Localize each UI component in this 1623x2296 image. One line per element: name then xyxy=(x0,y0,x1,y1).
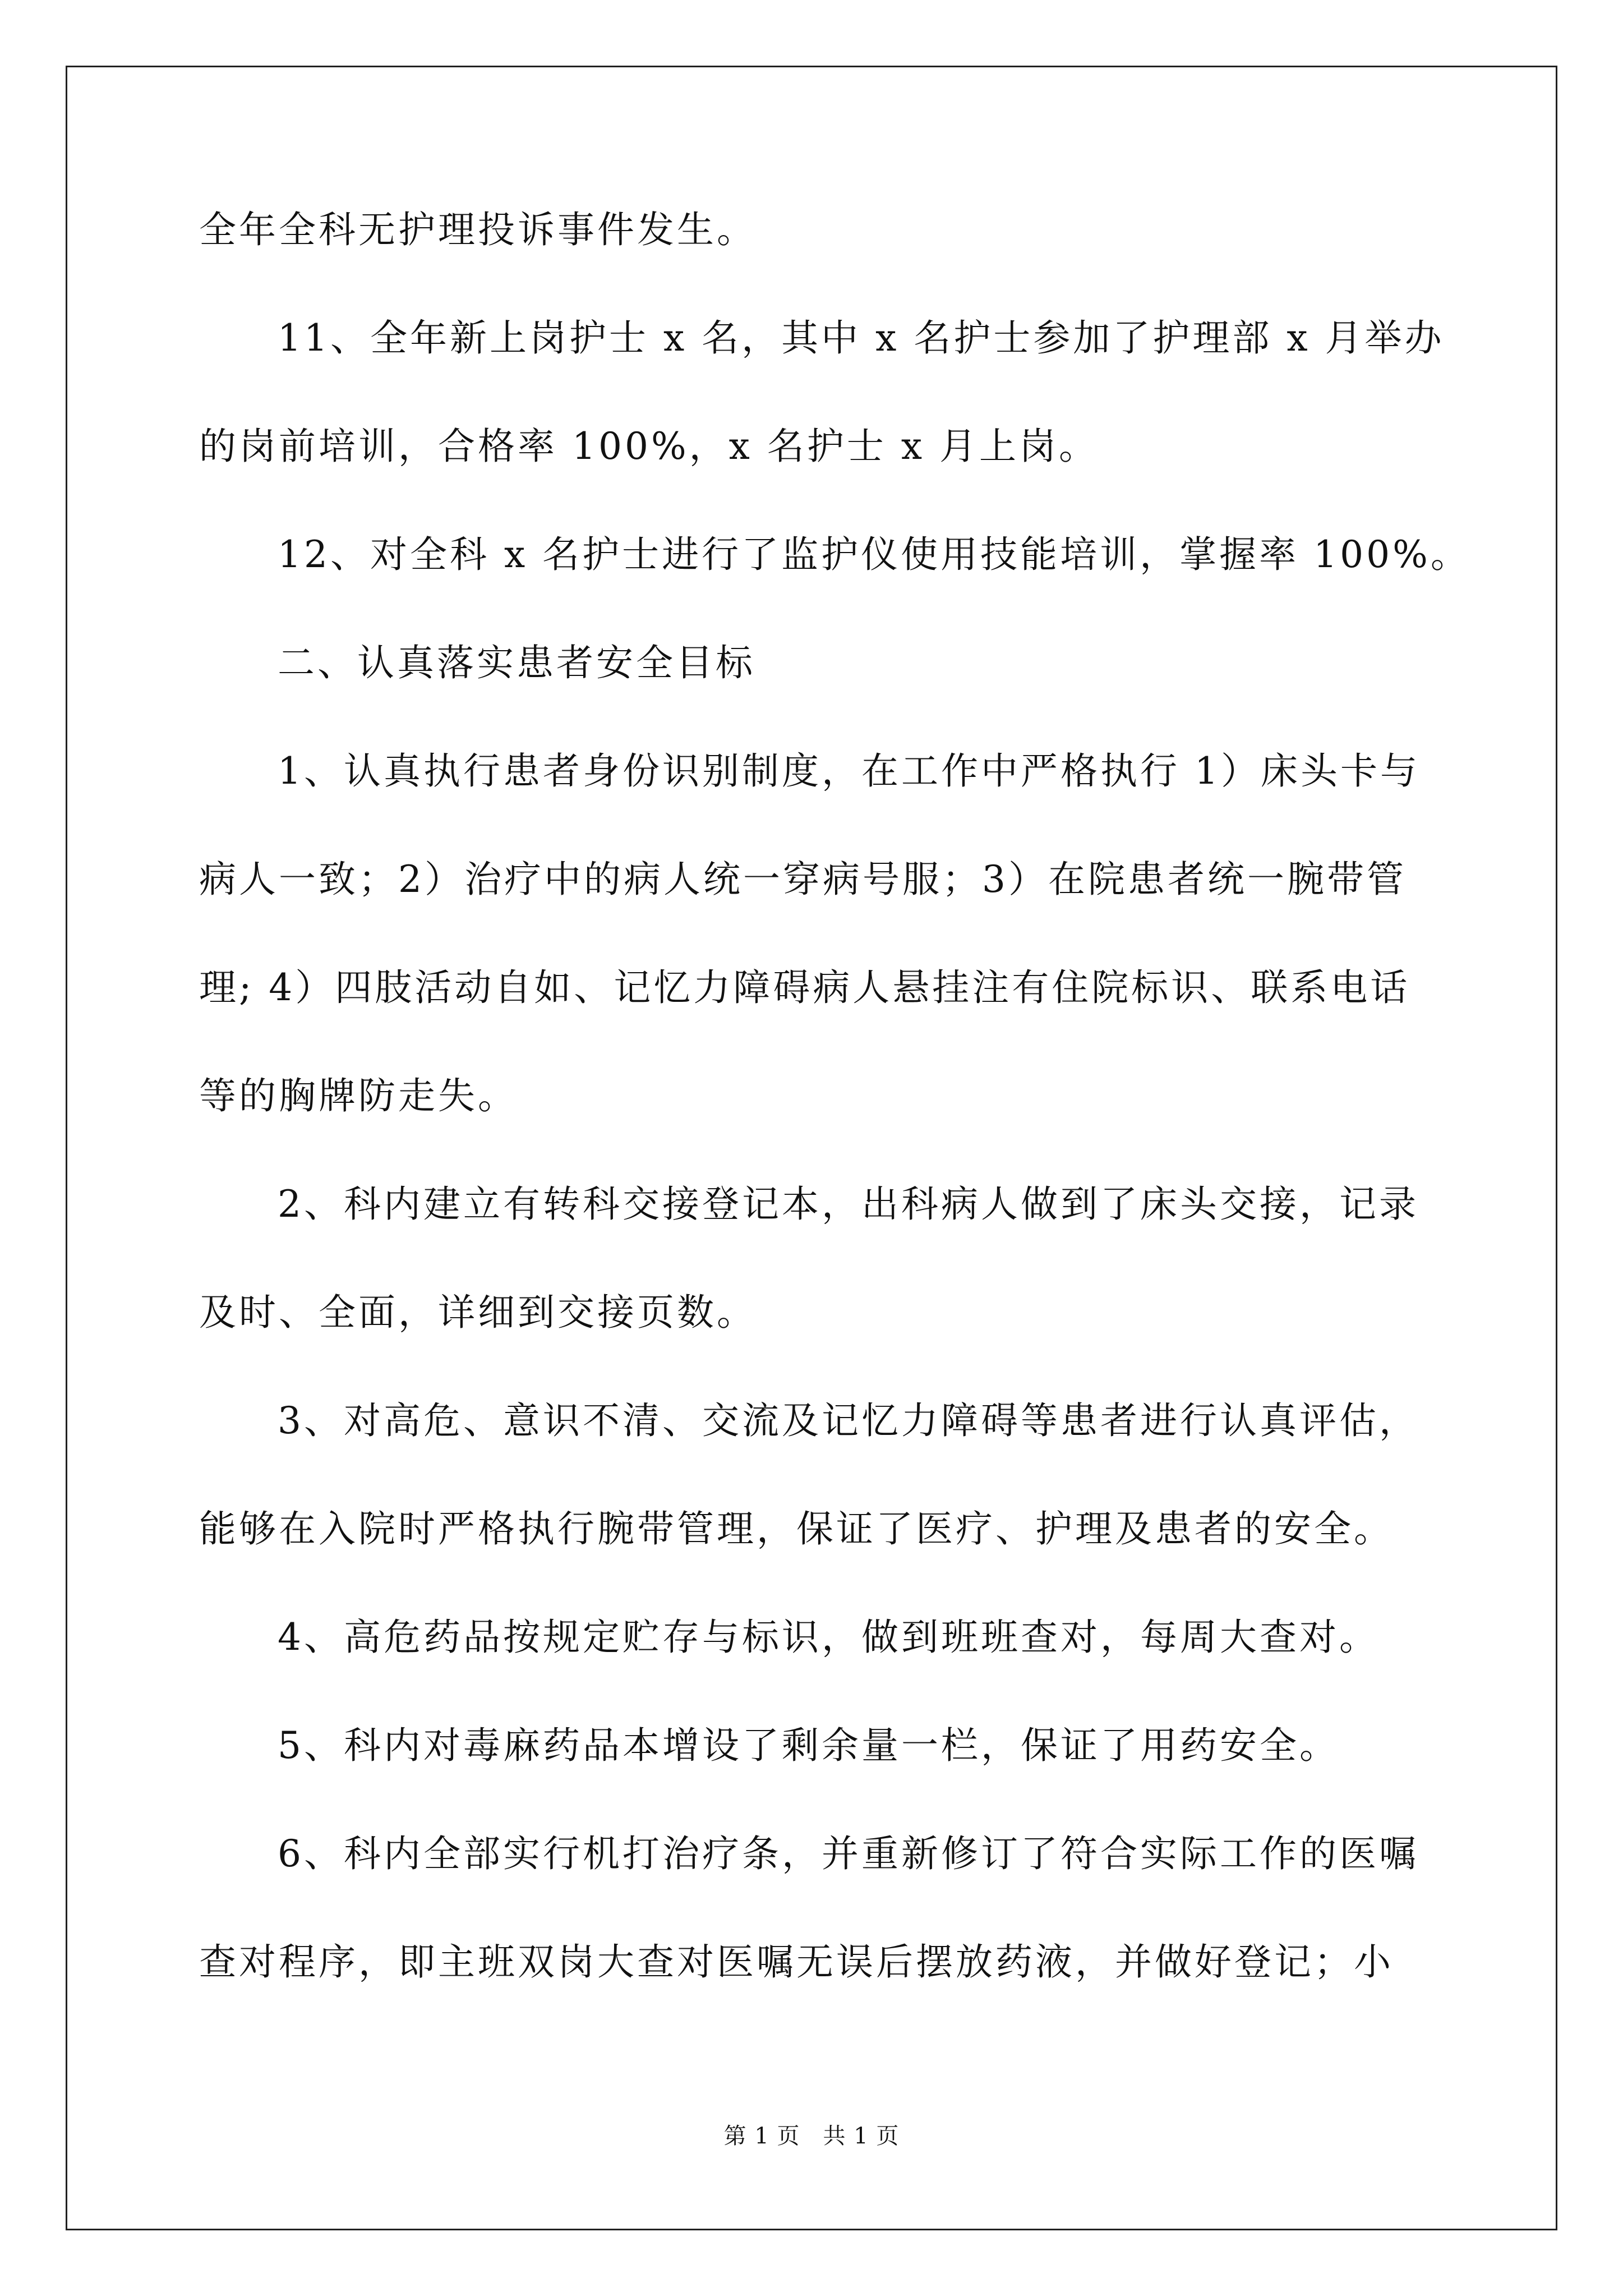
text-line: 2、科内建立有转科交接登记本，出科病人做到了床头交接，记录 xyxy=(278,1182,1419,1226)
section-heading: 二、认真落实患者安全目标 xyxy=(278,641,755,684)
text-line: 1、认真执行患者身份识别制度，在工作中严格执行 1）床头卡与 xyxy=(278,749,1420,793)
page-frame xyxy=(66,66,1557,2230)
text-line: 6、科内全部实行机打治疗条，并重新修订了符合实际工作的医嘱 xyxy=(278,1832,1419,1875)
text-line: 查对程序，即主班双岗大查对医嘱无误后摆放药液，并做好登记；小 xyxy=(199,1940,1394,1984)
text-line: 3、对高危、意识不清、交流及记忆力障碍等患者进行认真评估， xyxy=(278,1399,1419,1442)
text-line: 4、高危药品按规定贮存与标识，做到班班查对，每周大查对。 xyxy=(278,1616,1379,1659)
text-line: 理; 4）四肢活动自如、记忆力障碍病人悬挂注有住院标识、联系电话 xyxy=(199,966,1410,1009)
text-line: 全年全科无护理投诉事件发生。 xyxy=(199,208,757,251)
text-line: 12、对全科 x 名护士进行了监护仪使用技能培训，掌握率 100%。 xyxy=(278,533,1470,576)
text-line: 及时、全面，详细到交接页数。 xyxy=(199,1291,757,1334)
text-line: 11、全年新上岗护士 x 名，其中 x 名护士参加了护理部 x 月举办 xyxy=(278,316,1445,360)
text-line: 的岗前培训，合格率 100%，x 名护士 x 月上岗。 xyxy=(199,425,1099,468)
text-line: 能够在入院时严格执行腕带管理，保证了医疗、护理及患者的安全。 xyxy=(199,1507,1394,1550)
text-line: 等的胸牌防走失。 xyxy=(199,1074,518,1117)
page-footer: 第 1 页 共 1 页 xyxy=(723,2123,900,2149)
text-line: 病人一致；2）治疗中的病人统一穿病号服；3）在院患者统一腕带管 xyxy=(199,858,1407,901)
text-line: 5、科内对毒麻药品本增设了剩余量一栏，保证了用药安全。 xyxy=(278,1724,1339,1767)
